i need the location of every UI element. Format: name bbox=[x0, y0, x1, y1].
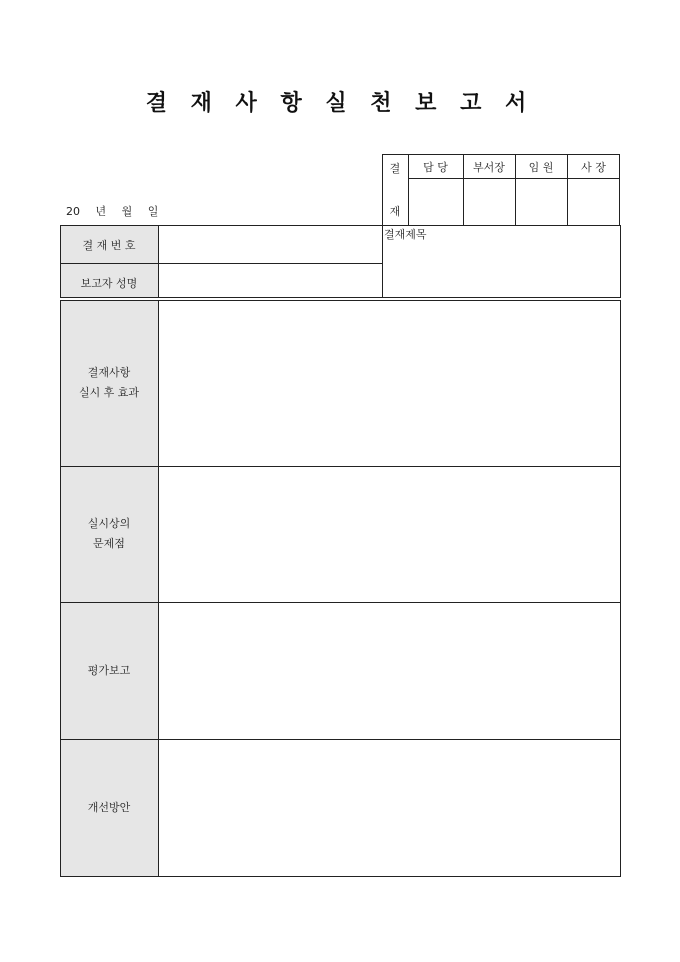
approval-number-label: 결 재 번 호 bbox=[82, 239, 136, 252]
reporter-name-label: 보고자 성명 bbox=[80, 277, 138, 290]
section-field-improvement[interactable] bbox=[159, 740, 620, 876]
section-field-problems[interactable] bbox=[159, 467, 620, 601]
section-label-improvement: 개선방안 bbox=[87, 801, 131, 814]
approval-number-field[interactable] bbox=[159, 226, 381, 262]
approval-title-label: 결재제목 bbox=[384, 228, 427, 241]
section-label-problems: 실시상의 문제점 bbox=[87, 517, 131, 550]
reporter-name-field[interactable] bbox=[159, 264, 381, 297]
approval-side-label-bottom: 재 bbox=[389, 205, 401, 218]
document-title: 결 재 사 항 실 천 보 고 서 bbox=[145, 90, 535, 116]
section-field-evaluation[interactable] bbox=[159, 603, 620, 738]
date-line: 20 년 월 일 bbox=[66, 205, 159, 218]
approval-side-label-top: 결 bbox=[389, 162, 401, 175]
section-field-effect[interactable] bbox=[159, 301, 620, 465]
approval-col-staff: 담 당 bbox=[423, 161, 448, 174]
approval-col-president: 사 장 bbox=[581, 161, 606, 174]
section-label-effect: 결재사항 실시 후 효과 bbox=[78, 366, 140, 399]
section-label-evaluation: 평가보고 bbox=[87, 664, 131, 677]
approval-title-field[interactable] bbox=[383, 240, 620, 297]
approval-col-dept-head: 부서장 bbox=[473, 161, 505, 174]
approval-col-executive: 임 원 bbox=[528, 161, 554, 174]
